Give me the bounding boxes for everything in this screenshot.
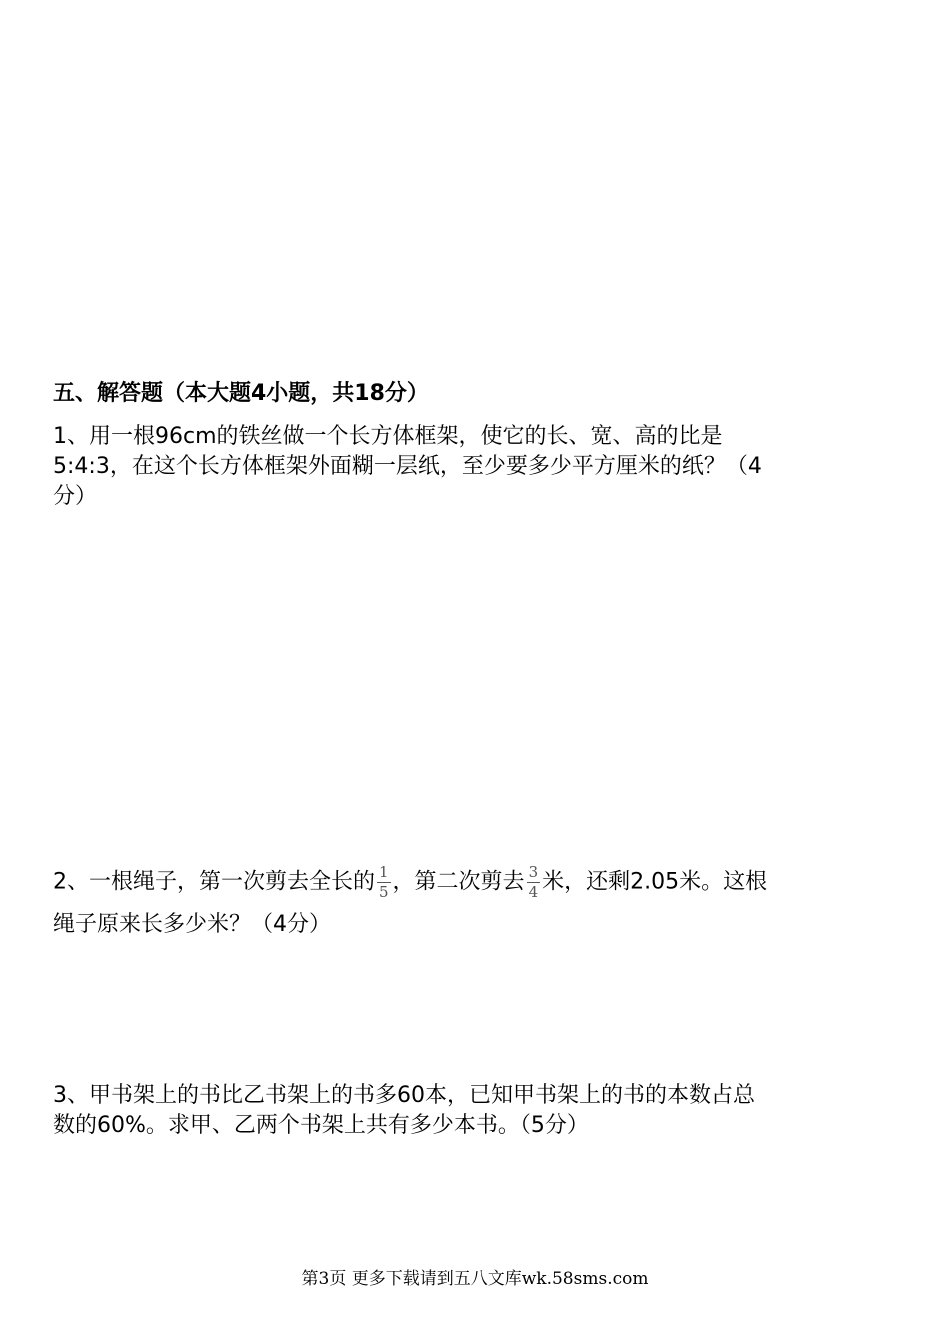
- page-footer: 第3页 更多下载请到五八文库wk.58sms.com: [301, 1269, 649, 1289]
- fraction-one-fifth: [377, 865, 391, 900]
- question-2-line-1: [53, 865, 767, 900]
- fraction-numerator: 1: [379, 863, 389, 881]
- question-2-line-2: 绳子原来长多少米？（4分）: [53, 912, 331, 937]
- fraction-three-quarters: [527, 865, 541, 900]
- question-1-line-1: 1、用一根96cm的铁丝做一个长方体框架，使它的长、宽、高的比是: [53, 424, 723, 449]
- question-2-text-b: ，第二次剪去: [392, 869, 525, 895]
- fraction-numerator: 3: [528, 863, 539, 881]
- question-3-line-1: 3、甲书架上的书比乙书架上的书多60本，已知甲书架上的书的本数占总: [53, 1083, 755, 1108]
- section-heading: 五、解答题（本大题4小题，共18分）: [53, 381, 429, 406]
- question-1-line-3: 分）: [53, 484, 98, 509]
- fraction-denominator: 4: [528, 883, 539, 901]
- question-1-line-2: 5:4:3，在这个长方体框架外面糊一层纸，至少要多少平方厘米的纸？（4: [53, 454, 762, 479]
- fraction-denominator: 5: [379, 883, 389, 901]
- question-2-text-a: 2、一根绳子，第一次剪去全长的: [53, 869, 375, 895]
- question-2-text-c: 米，还剩2.05米。这根: [542, 869, 768, 895]
- question-3-line-2: 数的60%。求甲、乙两个书架上共有多少本书。（5分）: [53, 1113, 589, 1138]
